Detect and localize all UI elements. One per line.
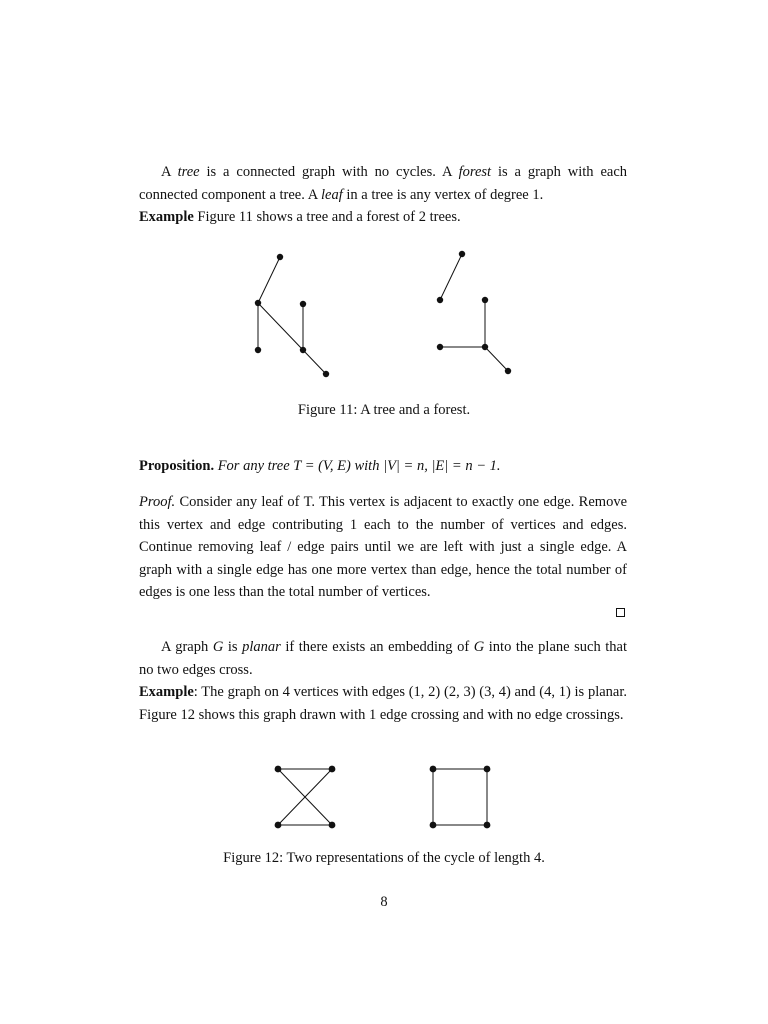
cycle-vertex: [329, 766, 336, 773]
proposition-statement: For any tree T = (V, E) with |V| = n, |E| = n − 1.: [214, 458, 501, 474]
text-run: A: [161, 164, 178, 180]
cycle-vertex: [275, 822, 282, 829]
proof-label: Proof.: [139, 494, 176, 510]
text-run: if there exists an embedding of: [280, 639, 474, 655]
figure-12-caption: Figure 12: Two representations of the cycle of length 4.: [223, 850, 545, 866]
text-run: in a tree is any vertex of degree 1.: [342, 186, 544, 203]
symbol-G: G: [473, 639, 485, 655]
cycle-vertex: [430, 822, 437, 829]
term-forest: forest: [458, 164, 492, 180]
term-tree: tree: [177, 164, 200, 180]
proposition-label: Proposition.: [139, 458, 215, 474]
cycle-vertex: [430, 766, 437, 773]
example-label: Example: [139, 684, 194, 700]
symbol-G: G: [212, 639, 224, 655]
example-text: : The graph on 4 vertices with edges (1, 2) (2, 3) (3, 4) and (4, 1) is planar. Figure 12 shows this graph drawn with 1 edge crossing and with no edge crossings.: [139, 684, 627, 723]
text-run: is: [223, 639, 243, 655]
term-leaf: leaf: [321, 186, 343, 203]
text-run: into the plane such that no two edges cross.: [139, 639, 628, 678]
page-number: 8: [380, 894, 388, 910]
text-run: is a connected graph with no cycles. A: [199, 164, 459, 180]
example-text: Figure 11 shows a tree and a forest of 2 trees.: [193, 209, 461, 225]
example-label: Example: [139, 209, 194, 225]
cycle-vertex: [329, 822, 336, 829]
text-run: is a graph with each connected component a tree. A: [139, 164, 627, 203]
proof-text: Consider any leaf of T. This vertex is adjacent to exactly one edge. Remove this vertex and edge contributing 1 each to the number of vertices and edges. Continue removing leaf / edge pairs until we are left with just a single edge. A graph with a single edge has one more vertex than edge, hence the total number of edges is one less than the total number of vertices.: [139, 494, 627, 600]
term-planar: planar: [242, 639, 281, 655]
figure-11-caption: Figure 11: A tree and a forest.: [297, 402, 471, 418]
cycle-vertex: [275, 766, 282, 773]
text-run: A graph: [161, 639, 213, 655]
cycle-vertex: [484, 822, 491, 829]
cycle-vertex: [484, 766, 491, 773]
